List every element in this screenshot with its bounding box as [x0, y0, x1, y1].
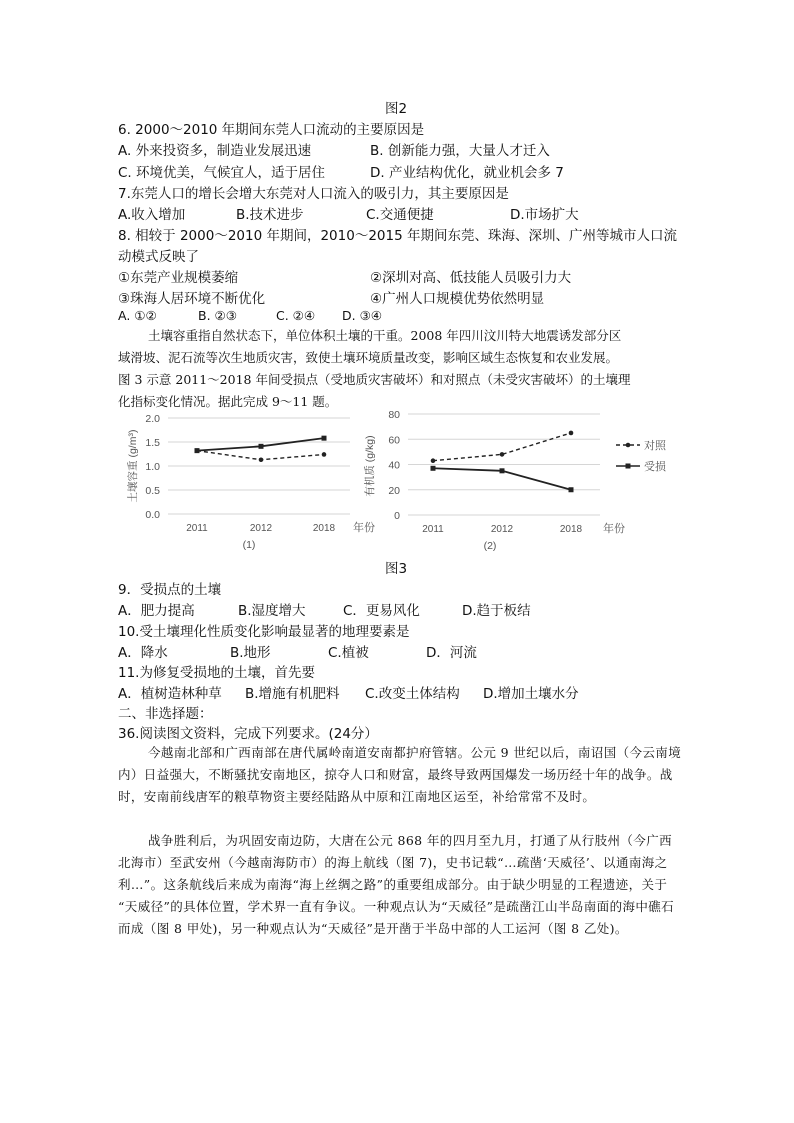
question-9-option-c: C．更易风化 — [343, 603, 420, 619]
question-6-option-d: D. 产业结构优化，就业机会多 7 — [370, 165, 564, 181]
question-10-option-c: C.植被 — [328, 645, 369, 661]
question-6-option-b: B. 创新能力强，大量人才迁入 — [370, 143, 550, 159]
chart-1-x-tick-label: 2011 — [186, 523, 208, 534]
chart-2-x-axis-label: 年份 — [603, 523, 625, 535]
question-8-option-c: C. ②④ — [276, 308, 316, 323]
question-11-option-b: B.增施有机肥料 — [245, 686, 340, 702]
chart-1-point-受损 — [195, 448, 200, 453]
question-11-option-a: A．植树造林种草 — [118, 686, 222, 702]
chart-1-point-受损 — [259, 444, 264, 449]
question-11-option-c: C.改变土体结构 — [365, 686, 460, 702]
question-8-statement-4: ④广州人口规模优势依然明显 — [370, 291, 545, 307]
chart-1-y-tick-label: 2.0 — [145, 413, 160, 425]
question-36-paragraph-2: 战争胜利后，为巩固安南边防，大唐在公元 868 年的四月至九月，打通了从行肢州（今广西北海市）至武安州（今越南海防市）的海上航线（图 7)，史书记载“…疏凿‘天威径’、以通南海之利…”。这条航线后来成为南海“海上丝绸之路”的重要组成部分。由于缺少明显的工程遗迹，关于 “天威径”的具体位置，学术界一直有争议。一种观点认为“天威径”是疏凿江山半岛南面的海中礁石而成（图 8 甲处)，另一种观点认为“天威径”是开凿于半岛中部的人工运河（图 8 乙处)。 — [118, 833, 675, 936]
chart-1-x-tick-label: 2018 — [312, 523, 336, 534]
question-9-option-b: B.湿度增大 — [238, 603, 306, 619]
chart-2-panel-label: (2) — [483, 540, 497, 552]
question-8-option-b: B. ②③ — [198, 308, 237, 323]
chart-2-point-受损 — [431, 466, 436, 471]
question-11-option-d: D.增加土壤水分 — [483, 686, 579, 702]
question-7-option-a: A.收入增加 — [118, 207, 186, 223]
figure-2-caption: 图2 — [385, 101, 408, 117]
chart-1-y-tick-label: 0.5 — [145, 485, 160, 497]
chart-1-x-tick-label: 2012 — [249, 523, 273, 534]
question-7-option-b: B.技术进步 — [236, 207, 304, 223]
question-8-statement-2: ②深圳对高、低技能人员吸引力大 — [370, 270, 572, 286]
chart-1-y-axis-label: 土壤容重 (g/m³) — [127, 429, 139, 503]
chart-1-y-tick-label: 0.0 — [145, 509, 160, 521]
question-10-stem: 10.受土壤理化性质变化影响最显著的地理要素是 — [118, 624, 410, 640]
question-8-statement-1: ①东莞产业规模萎缩 — [118, 270, 239, 286]
chart-2-y-tick-label: 80 — [388, 409, 400, 421]
chart-1-point-对照 — [322, 452, 327, 457]
question-10-option-b: B.地形 — [230, 645, 271, 661]
question-9-option-d: D.趋于板结 — [462, 603, 531, 619]
question-7-option-c: C.交通便捷 — [366, 207, 434, 223]
question-6-option-a: A. 外来投资多，制造业发展迅速 — [118, 143, 312, 159]
chart-2-point-对照 — [431, 458, 436, 463]
legend-marker-对照 — [626, 443, 631, 448]
chart-2-y-tick-label: 60 — [388, 434, 400, 447]
chart-1-point-受损 — [322, 436, 327, 441]
chart-2-y-axis-label: 有机质 (g/kg) — [364, 435, 376, 497]
chart-1-point-对照 — [259, 457, 264, 462]
chart-2-y-tick-label: 20 — [388, 484, 400, 497]
chart-1-panel-label: (1) — [242, 539, 256, 551]
intro-line-3: 图 3 示意 2011～2018 年间受损点（受地质灾害破坏）和对照点（未受灾害破坏）的土壤理 — [118, 372, 631, 387]
question-8-option-d: D. ③④ — [342, 308, 382, 323]
chart-1-y-tick-label: 1.5 — [145, 437, 160, 449]
question-8-stem-line1: 8. 相较于 2000～2010 年期间，2010～2015 年期间东莞、珠海、深圳、广州等城市人口流 — [118, 228, 677, 244]
intro-line-2: 域滑坡、泥石流等次生地质灾害，致使土壤环境质量改变，影响区域生态恢复和农业发展。 — [118, 350, 619, 365]
chart-2-y-tick-label: 40 — [388, 459, 400, 472]
chart-2-point-对照 — [569, 431, 574, 436]
question-10-option-a: A．降水 — [118, 645, 168, 661]
question-36-paragraph-1: 今越南北部和广西南部在唐代属岭南道安南都护府管辖。公元 9 世纪以后，南诏国（今云南境内）日益强大，不断骚扰安南地区，掠夺人口和财富，最终导致两国爆发一场历经十年的战争。战时，安南前线唐军的粮草物资主要经陆路从中原和江南地区运至，补给常常不及时。 — [118, 745, 682, 804]
chart-2-x-tick-label: 2018 — [559, 524, 583, 535]
legend-label-对照: 对照 — [644, 440, 666, 452]
question-8-option-a: A. ①② — [118, 308, 157, 323]
intro-line-4: 化指标变化情况。据此完成 9～11 题。 — [118, 394, 338, 409]
question-6-option-c: C. 环境优美，气候宜人，适于居住 — [118, 165, 326, 181]
chart-1-x-axis-label: 年份 — [353, 522, 375, 534]
chart-2-x-tick-label: 2012 — [490, 524, 514, 535]
question-8-statement-3: ③珠海人居环境不断优化 — [118, 291, 266, 307]
question-8-stem-line2: 动模式反映了 — [118, 249, 199, 265]
chart-2-y-tick-label: 0 — [394, 510, 400, 522]
question-11-stem: 11.为修复受损地的土壤，首先要 — [118, 665, 315, 681]
chart-2-point-受损 — [500, 468, 505, 473]
chart-2-point-对照 — [500, 452, 505, 457]
question-7-stem: 7.东莞人口的增长会增大东莞对人口流入的吸引力，其主要原因是 — [118, 186, 509, 202]
question-6-stem: 6. 2000～2010 年期间东莞人口流动的主要原因是 — [118, 122, 425, 138]
question-9-stem: 9．受损点的土壤 — [118, 582, 222, 598]
legend-label-受损: 受损 — [644, 461, 666, 473]
chart-2-x-tick-label: 2011 — [422, 524, 444, 535]
chart-1-y-tick-label: 1.0 — [145, 461, 160, 473]
legend-marker-受损 — [626, 464, 631, 469]
question-7-option-d: D.市场扩大 — [510, 207, 579, 223]
question-36-stem: 36.阅读图文资料，完成下列要求。(24分） — [118, 726, 378, 742]
question-10-option-d: D．河流 — [426, 645, 477, 661]
chart-2-point-受损 — [569, 487, 574, 492]
question-9-option-a: A．肥力提高 — [118, 603, 195, 619]
figure-3-charts — [0, 0, 794, 560]
figure-3-caption: 图3 — [385, 561, 408, 577]
intro-line-1: 土壤容重指自然状态下，单位体积土壤的干重。2008 年四川汶川特大地震诱发部分区 — [148, 328, 622, 343]
section-2-heading: 二、非选择题： — [118, 706, 213, 722]
